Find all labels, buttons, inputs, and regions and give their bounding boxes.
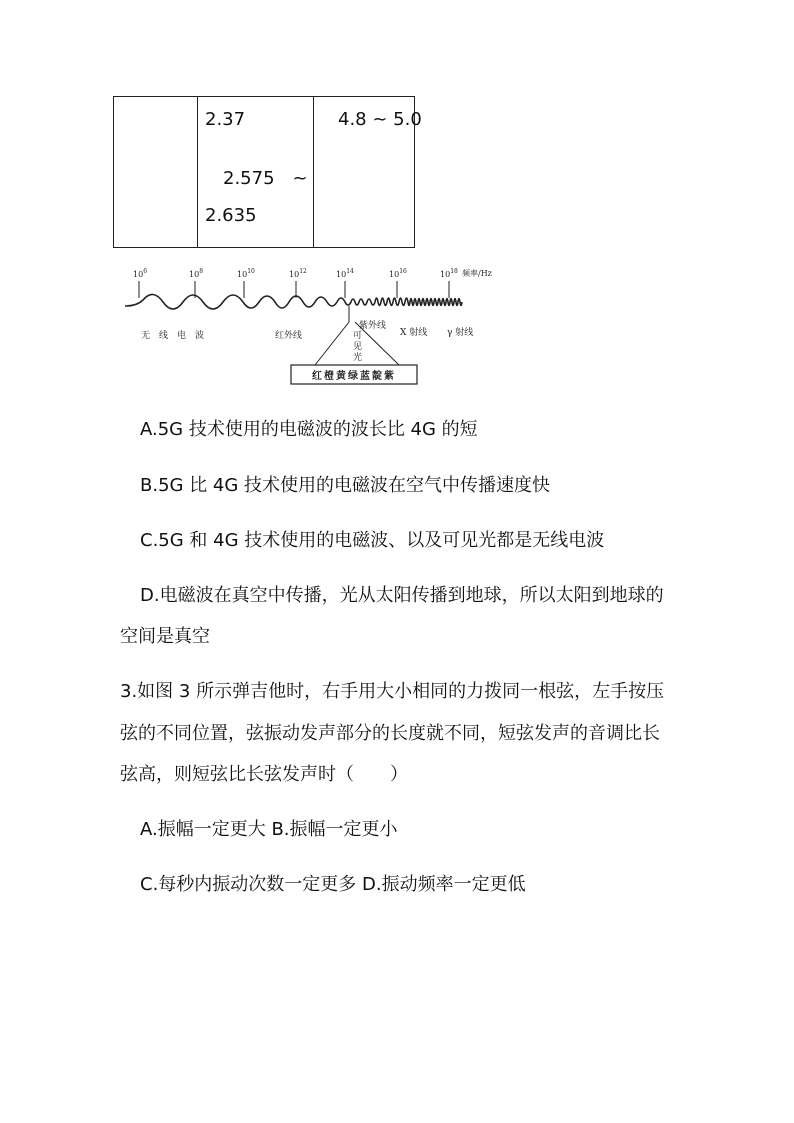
freq-tick-labels xyxy=(133,268,492,279)
option-2d-line2: 空间是真空 xyxy=(120,626,210,647)
option-2d-line1: D.电磁波在真空中传播，光从太阳传播到地球，所以太阳到地球的 xyxy=(140,585,664,606)
question-3-line1: 3.如图 3 所示弹吉他时，右手用大小相同的力拨同一根弦，左手按压 xyxy=(120,681,665,702)
table-row xyxy=(114,97,415,248)
wave-curve xyxy=(125,294,462,309)
table-cell-5g-value: 4.8 ~ 5.0 xyxy=(338,109,422,130)
option-2c: C.5G 和 4G 技术使用的电磁波、以及可见光都是无线电波 xyxy=(140,530,605,551)
freq-tick-1e14: $10^{14}$ xyxy=(336,268,354,279)
option-2b: B.5G 比 4G 技术使用的电磁波在空气中传播速度快 xyxy=(140,475,551,496)
band-visible-char-2: 见 xyxy=(353,342,363,352)
band-radio-label: 无 线 电 波 xyxy=(141,331,205,341)
table-cell-label xyxy=(114,97,198,248)
band-labels xyxy=(141,319,473,363)
table-cell-5g xyxy=(314,97,422,248)
electromagnetic-spectrum-figure xyxy=(119,262,507,388)
freq-tick-1e16: $10^{16}$ xyxy=(389,268,407,279)
table-cell-4g-line3: 2.635 xyxy=(205,205,257,226)
band-uv-label: 紫外线 xyxy=(359,321,387,331)
frequency-table xyxy=(113,96,422,248)
question-3-line2: 弦的不同位置，弦振动发声部分的长度就不同，短弦发声的音调比长 xyxy=(120,723,660,744)
table-cell-4g-line2: 2.575 ~ xyxy=(223,168,308,189)
visible-colors-label: 红橙黄绿蓝靛紫 xyxy=(312,371,396,382)
band-visible-char-3: 光 xyxy=(353,353,363,363)
freq-tick-1e18: $10^{18}$ xyxy=(440,268,458,279)
option-2a: A.5G 技术使用的电磁波的波长比 4G 的短 xyxy=(140,419,478,440)
band-xray-label: X 射线 xyxy=(400,328,428,338)
freq-tick-1e6: $10^6$ xyxy=(133,268,148,279)
band-gamma-label: γ 射线 xyxy=(447,328,474,338)
band-infrared-label: 红外线 xyxy=(275,331,303,341)
axis-unit-label: 频率/Hz xyxy=(462,269,492,278)
table-cell-4g xyxy=(198,97,314,248)
table-cell-4g-line1: 2.37 xyxy=(205,109,246,130)
question-3-line3: 弦高，则短弦比长弦发声时（ ） xyxy=(120,764,408,785)
freq-tick-1e12: $10^{12}$ xyxy=(289,268,307,279)
option-3ab: A.振幅一定更大 B.振幅一定更小 xyxy=(140,819,398,840)
option-3cd: C.每秒内振动次数一定更多 D.振动频率一定更低 xyxy=(140,874,526,895)
freq-tick-marks xyxy=(139,281,449,298)
band-visible-char-1: 可 xyxy=(353,331,363,341)
freq-tick-1e10: $10^{10}$ xyxy=(237,268,255,279)
freq-tick-1e8: $10^8$ xyxy=(189,268,204,279)
